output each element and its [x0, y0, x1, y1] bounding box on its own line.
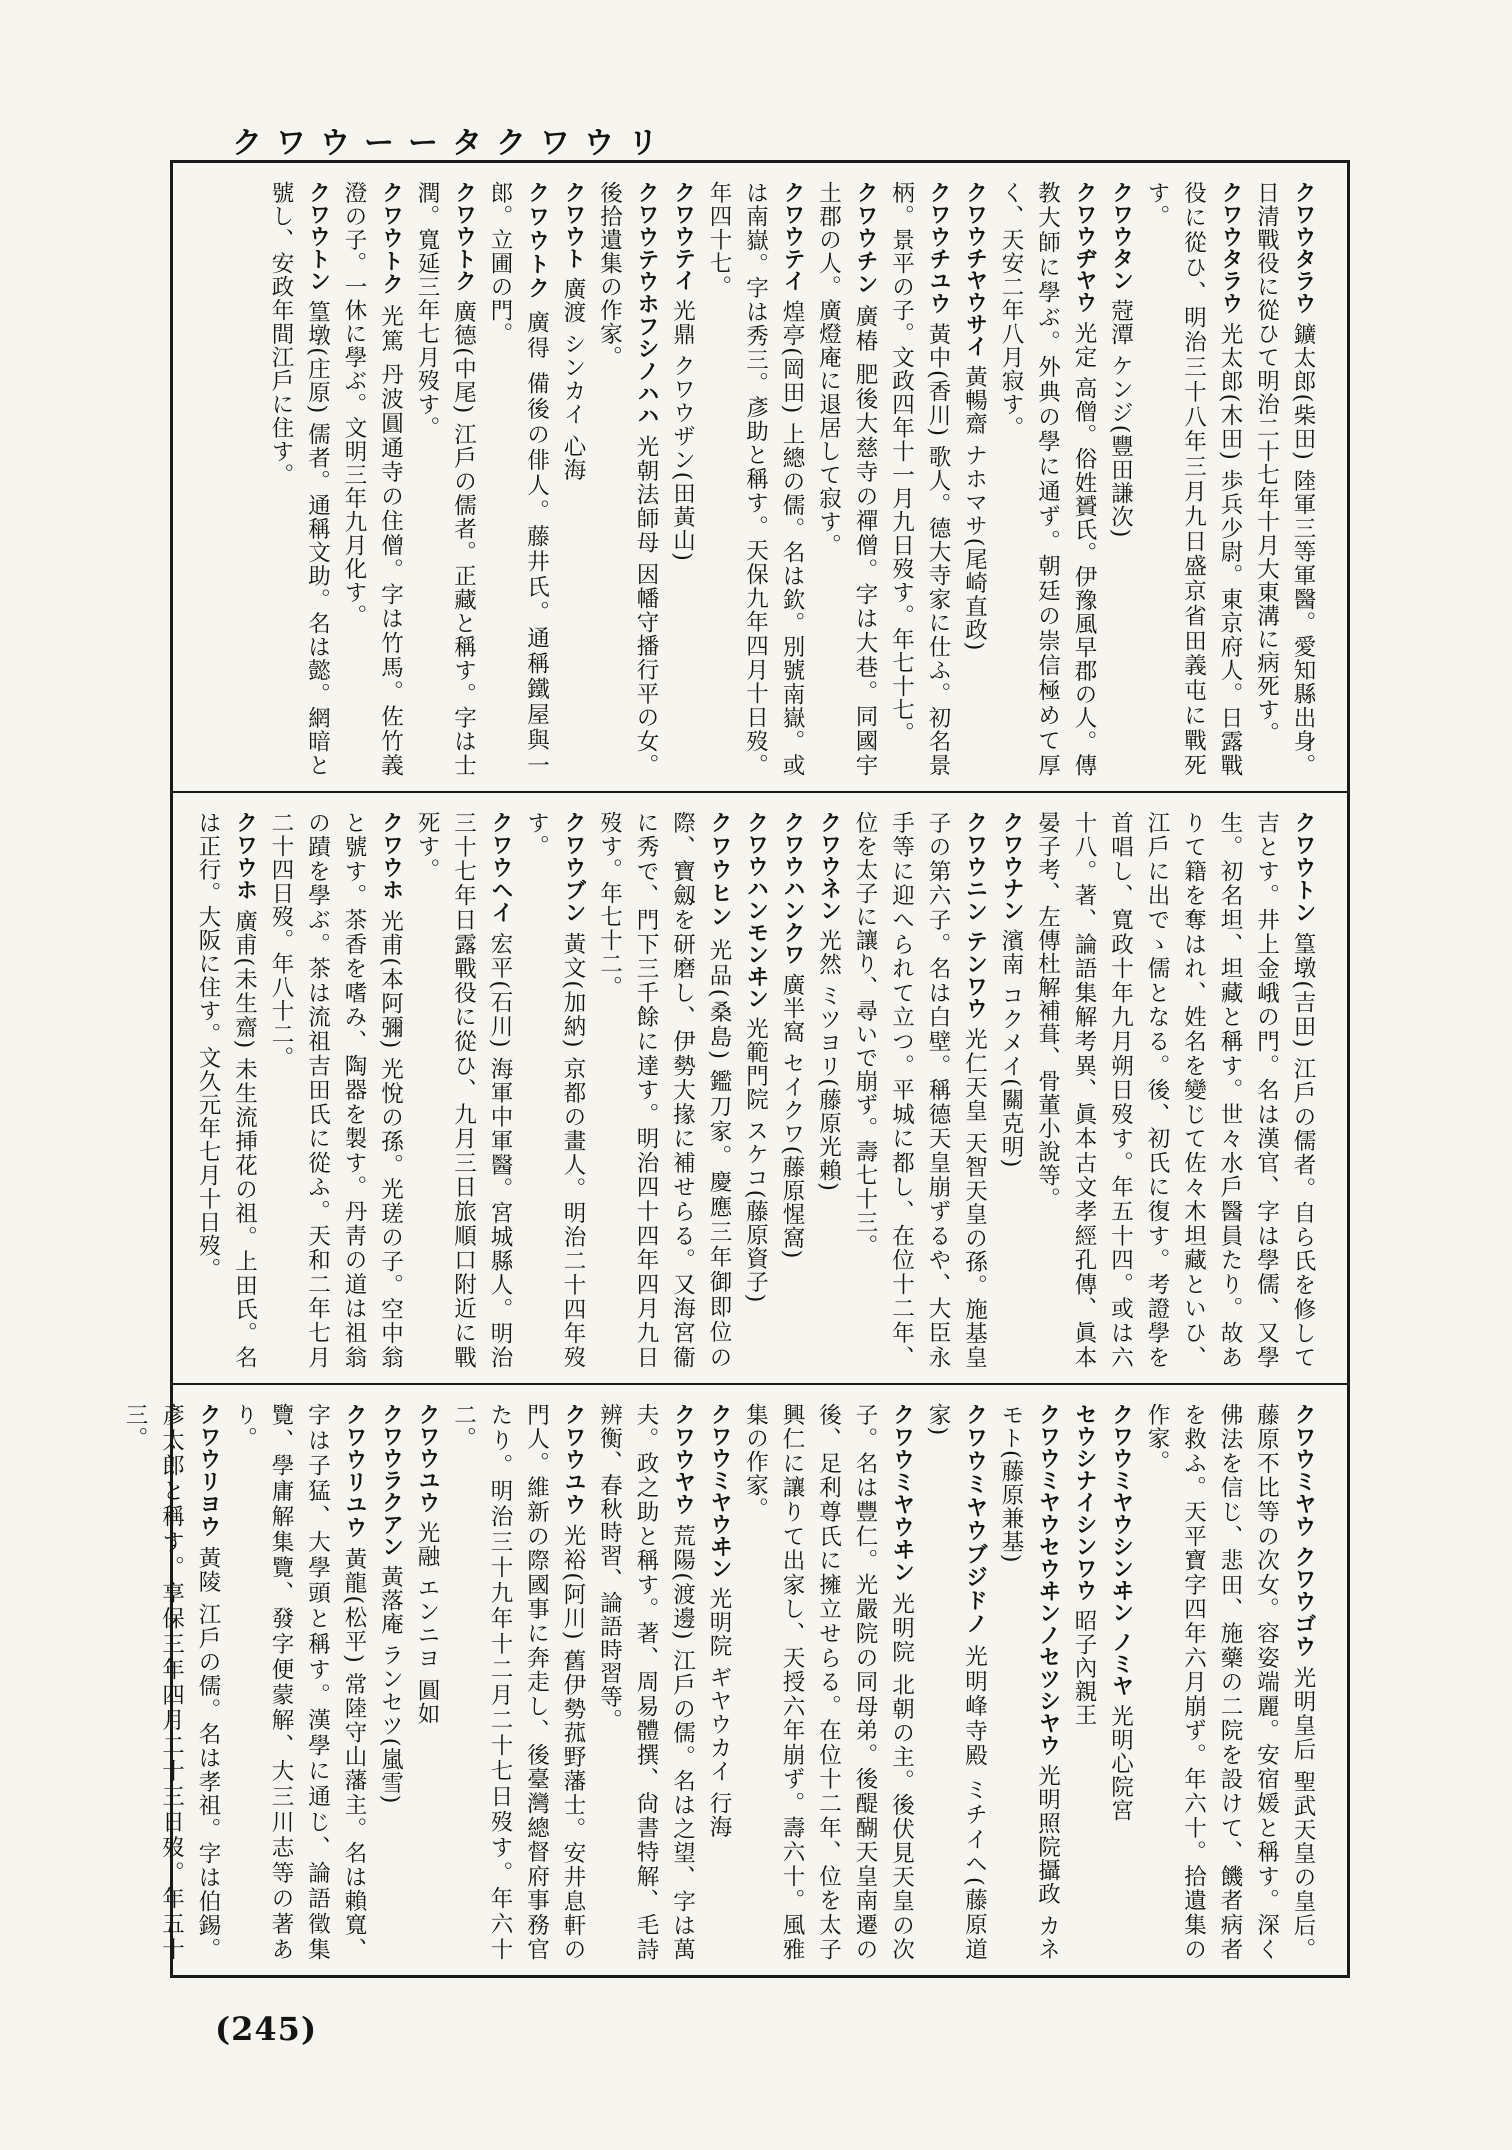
dictionary-entry	[920, 1403, 993, 1961]
entry-reading: クワウハンモンヰン	[743, 811, 769, 1009]
entry-reading: クワウラクアン	[378, 1403, 404, 1557]
entry-reading: セウシナイシンワウ	[1072, 1403, 1097, 1601]
entry-text: 廣渡 シンカイ 心海	[560, 277, 586, 482]
entry-reading: クワウトン	[1291, 811, 1316, 924]
dictionary-entry	[518, 811, 591, 1369]
dictionary-entry	[774, 811, 811, 1369]
dictionary-entry	[591, 1403, 701, 1961]
dictionary-entry	[810, 811, 847, 1369]
entry-reading: クワウニン テンワウ	[962, 811, 988, 1020]
entry-reading: クワウヂヤウ	[1072, 181, 1097, 314]
entry-reading: クワウリユウ	[342, 1403, 367, 1539]
entry-reading: クワウユウ	[561, 1403, 586, 1516]
tier-middle	[173, 793, 1347, 1385]
entry-text: 黃暢齋 ナホマサ(尾崎直政)	[961, 365, 988, 652]
running-head: クワウーータクワウリ	[232, 126, 672, 161]
entry-text: 黃中(香川) 歌人。德大寺家に仕ふ。初名景柄。景平の子。文政四年十一月九日歿す。年七十七。	[888, 181, 951, 778]
entry-text: 光品(桑島) 鑑刀家。慶應三年御即位の際、寶劔を研磨し、伊勢大掾に補せらる。又海宮衞に秀で、門下三千餘に達す。明治四十四年四月九日歿す。年七十二。	[596, 811, 732, 1370]
entry-text: 煌亭(岡田) 上總の儒。名は欽。別號南嶽。或は南嶽。字は秀三。彥助と稱す。天保九年四月十日歿。年四十七。	[706, 181, 805, 777]
entry-text: 光甫(本阿彌) 光悅の孫。光瑳の子。空中翁と號す。茶香を嗜み、陶器を製す。丹靑の道は祖翁の蹟を學ぶ。茶は流祖吉田氏に從ふ。天和二年七月二十四日歿。年八十二。	[268, 811, 404, 1369]
dictionary-frame	[122, 160, 1350, 1978]
entry-text: 光鼎 クワウザン(田黃山)	[669, 299, 696, 562]
entry-text: 黃落庵 ランセツ(嵐雪)	[377, 1565, 404, 1805]
entry-text: 光明心院宮	[1107, 1704, 1134, 1823]
entry-text: 廣椿 肥後大慈寺の禪僧。字は大巷。同國宇土郡の人。廣燈庵に退居して寂す。	[815, 181, 878, 778]
entry-reading: クワウテイ	[670, 181, 696, 291]
dictionary-entry	[993, 1403, 1066, 1961]
dictionary-entry	[190, 811, 263, 1369]
dictionary-entry	[993, 181, 1103, 777]
dictionary-entry	[1102, 1403, 1139, 1961]
entry-text: 濱南 コクメイ(關克明)	[998, 929, 1024, 1169]
entry-text: 光範門院 スケコ(藤原資子)	[742, 1017, 769, 1304]
dictionary-entry	[372, 1403, 409, 1961]
entry-text: 光明峰寺殿 ミチイヘ(藤原道家)	[925, 1403, 988, 1962]
dictionary-entry	[956, 181, 993, 777]
entry-reading: クワウタラウ	[1218, 181, 1243, 315]
entry-reading: クワウトク	[524, 181, 550, 301]
entry-text: 廣甫(未生齋) 未生流挿花の祖。上田氏。名は正行。大阪に住す。文久元年七月十日歿。	[195, 811, 258, 1369]
entry-text: 光篤 丹波圓通寺の住僧。字は竹馬。佐竹義澄の子。一休に學ぶ。文明三年九月化す。	[341, 181, 404, 778]
dictionary-entry	[664, 181, 701, 777]
entry-text: 光明皇后 聖武天皇の皇后。藤原不比等の次女。容姿端麗。安宿媛と稱す。深く佛法を信じ、悲田、施藥の二院を設けて、饑者病者を救ふ。天平寶字四年六月崩ず。年六十。拾遺集の作家。	[1144, 1403, 1316, 1961]
entry-reading: クワウテウホフシノハハ	[634, 181, 659, 427]
entry-reading: クワウタン	[1108, 181, 1134, 291]
entry-reading: クワウトン	[305, 181, 331, 292]
tier-top	[173, 163, 1347, 793]
entry-text: 黃文(加納) 京都の畫人。明治二十四年歿す。	[523, 811, 586, 1370]
dictionary-entry	[1139, 181, 1249, 777]
entry-reading: クワウヤウ	[670, 1403, 696, 1516]
entry-text: 光太郎(木田) 歩兵少尉。東京府人。日露戰役に從ひ、明治三十八年三月九日盛京省田義屯に戰死す。	[1144, 181, 1243, 778]
entry-reading: クワウブン	[561, 811, 586, 924]
page-number: (245)	[215, 2010, 318, 2048]
entry-text: 光明照院攝政 カネモト(藤原兼基)	[998, 1403, 1061, 1962]
dictionary-entry	[226, 1403, 372, 1961]
entry-text: 光裕(阿川) 舊伊勢菰野藩士。安井息軒の門人。維新の際國事に奔走し、後臺灣總督府事務官たり。明治三十九年十二月二十七日歿す。年六十二。	[450, 1403, 586, 1962]
dictionary-entry	[409, 1403, 446, 1961]
entry-reading: クワウチヤウサイ	[962, 181, 988, 357]
entry-text: 光仁天皇 天智天皇の孫。施基皇子の第六子。名は白壁。稱德天皇崩ずるや、大臣永手等に迎へられて立つ。平城に都し、在位十二年、位を太子に讓り、尋いで崩ず。壽七十三。	[852, 811, 988, 1369]
entry-text: 篁墩(吉田) 江戶の儒者。自ら氏を修して吉とす。井上金峨の門。名は漢官、字は學儒、又學生。初名坦、坦藏と稱す。世々水戶醫員たり。故ありて籍を奪はれ、姓名を變じて佐々木坦藏といひ、江戶に出でゝ儒となる。後、初氏に復す。考證學を首唱し、寬政十年九月朔日歿す。年五十四。或は六十八。著、論語集解考異、眞本古文孝經孔傳、眞本晏子考、左傳杜解補葺、骨董小說等。	[1034, 811, 1316, 1370]
dictionary-entry	[263, 811, 409, 1369]
entry-text: 篁墩(庄原) 儒者。通稱文助。名は懿。網暗と號し、安政年間江戶に住す。	[268, 181, 331, 777]
dictionary-entry	[993, 811, 1030, 1369]
dictionary-entry	[883, 181, 956, 777]
entry-reading: クワウリヨウ	[196, 1403, 221, 1538]
entry-reading: クワウト	[561, 181, 586, 269]
dictionary-entry	[591, 181, 664, 777]
entry-reading: クワウミヤウシンヰン ノミヤ	[1108, 1403, 1134, 1697]
dictionary-entry	[117, 1403, 227, 1961]
entry-text: 蒄潭 ケンジ(豐田謙次)	[1107, 299, 1134, 539]
entry-text: 廣德(中尾) 江戶の儒者。正藏と稱す。字は士潤。寬延三年七月歿す。	[414, 181, 477, 777]
entry-text: 荒陽(渡邊) 江戶の儒。名は之望、字は萬夫。政之助と稱す。著、周易體撰、尙書特解、毛詩辨衡、春秋時習、論語時習等。	[596, 1403, 696, 1962]
entry-text: 黃陵 江戶の儒。名は孝祖。字は伯錫。彥太郎と稱す。享保三年四月二十三日歿。年五十三。	[122, 1403, 221, 1961]
dictionary-entry	[336, 181, 409, 777]
dictionary-entry	[263, 181, 336, 777]
dictionary-entry	[591, 811, 737, 1369]
entry-reading: クワウテイ	[780, 181, 805, 292]
entry-text: 廣得 備後の俳人。藤井氏。通稱鐵屋與一郎。立圃の門。	[487, 181, 550, 778]
entry-text: 光然 ミツヨリ(藤原光賴)	[815, 929, 842, 1192]
entry-reading: クワウミヤウヰン	[889, 1403, 915, 1584]
entry-reading: クワウネン	[816, 811, 842, 921]
entry-reading: クワウヘイ	[488, 811, 513, 924]
entry-reading: クワウナン	[999, 811, 1024, 921]
entry-reading: クワウミヤウブジドノ	[962, 1403, 988, 1636]
entry-text: 廣半窩 セイクワ(藤原惺窩)	[779, 973, 805, 1260]
dictionary-entry	[1029, 811, 1321, 1369]
dictionary-entry	[409, 811, 519, 1369]
entry-text: 光朝法師母 因幡守播行平の女。後拾遺集の作家。	[596, 181, 659, 778]
dictionary-entry	[701, 1403, 738, 1961]
entry-text: 宏平(石川) 海軍中軍醫。宮城縣人。明治三十七年日露戰役に從ひ、九月三日旅順口附近に戰死す。	[414, 811, 513, 1370]
dictionary-entry	[737, 811, 774, 1369]
entry-text: 光明院 北朝の主。後伏見天皇の次子。名は豐仁。光嚴院の同母弟。後醍醐天皇南遷の後、足利尊氏に擁立せらる。在位十二年、位を太子興仁に讓りて出家し、天授六年崩ず。壽六十。風雅集の作家。	[742, 1403, 915, 1962]
entry-reading: クワウホ	[232, 811, 258, 901]
entry-reading: クワウチン	[853, 181, 878, 296]
entry-reading: クワウトク	[378, 181, 404, 296]
entry-reading: クワウトク	[451, 181, 477, 292]
entry-reading: クワウハンクワ	[780, 811, 805, 965]
entry-text: 光融 エンニヨ 圓如	[414, 1521, 440, 1726]
dictionary-entry	[737, 1403, 920, 1961]
entry-reading: クワウタラウ	[1291, 181, 1316, 315]
dictionary-entry	[482, 181, 555, 777]
tier-bottom	[122, 1385, 1347, 1975]
dictionary-entry	[701, 181, 811, 777]
dictionary-entry	[847, 811, 993, 1369]
dictionary-entry	[409, 181, 482, 777]
entry-reading: クワウホ	[378, 811, 404, 901]
dictionary-entry	[1248, 181, 1321, 777]
entry-text: 光定 高僧。俗姓贇氏。伊豫風早郡の人。傳教大師に學ぶ。外典の學に通ず。朝廷の崇信極めて厚く、天安二年八月寂す。	[998, 181, 1097, 778]
entry-reading: クワウユウ	[415, 1403, 440, 1513]
entry-reading: クワウミヤウセウヰンノセツシヤウ	[1035, 1403, 1061, 1757]
dictionary-entry	[1066, 1403, 1103, 1961]
dictionary-entry	[1102, 181, 1139, 777]
entry-reading: クワウチユウ	[926, 181, 951, 315]
entry-text: 昭子內親王	[1071, 1609, 1097, 1727]
dictionary-entry	[810, 181, 883, 777]
entry-text: 鑛太郎(柴田) 陸軍三等軍醫。愛知縣出身。日清戰役に從ひて明治二十七年十月大東溝に病死す。	[1253, 181, 1316, 778]
entry-reading: クワウミヤウヰン	[707, 1403, 732, 1579]
entry-reading: クワウヒン	[707, 811, 732, 929]
entry-text: 光明院 ギヤウカイ 行海	[706, 1587, 732, 1839]
entry-text: 黃龍(松平) 常陸守山藩主。名は賴寬、字は子猛、大學頭と稱す。漢學に通じ、論語徵集覽、學庸解集覽、發字便蒙解、大三川志等の著あり。	[231, 1403, 367, 1961]
dictionary-entry	[555, 181, 592, 777]
dictionary-entry	[1139, 1403, 1322, 1961]
entry-reading: クワウミヤウ クワウゴウ	[1291, 1403, 1316, 1658]
dictionary-entry	[445, 1403, 591, 1961]
